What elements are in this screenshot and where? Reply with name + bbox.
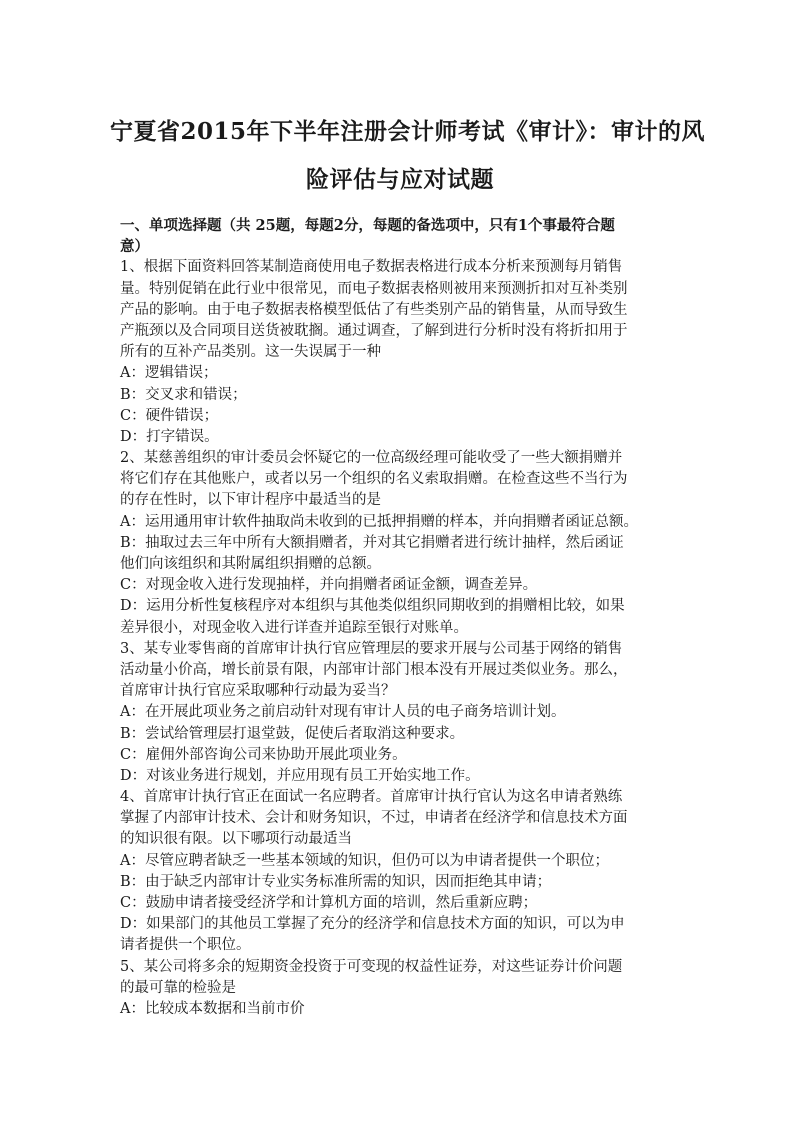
question-2-option-a: A：运用通用审计软件抽取尚未收到的已抵押捐赠的样本，并向捐赠者函证总额。 [120, 513, 638, 530]
question-4-option-b: B：由于缺乏内部审计专业实务标准所需的知识，因而拒绝其申请； [120, 873, 552, 890]
question-4-line: 的知识很有限。以下哪项行动最适当 [120, 831, 352, 848]
question-4-line: 4、首席审计执行官正在面试一名应聘者。首席审计执行官认为这名申请者熟练 [120, 789, 623, 806]
document-body [120, 215, 690, 1020]
question-1-option-c: C：硬件错误； [120, 407, 219, 424]
question-3-option-a: A：在开展此项业务之前启动针对现有审计人员的电子商务培训计划。 [120, 704, 566, 721]
question-3-line: 活动量小价高，增长前景有限，内部审计部门根本没有开展过类似业务。那么， [120, 661, 628, 678]
question-2-line: 的存在性时，以下审计程序中最适当的是 [120, 492, 381, 509]
question-4-option-d: D：如果部门的其他员工掌握了充分的经济学和信息技术方面的知识，可以为申 [120, 916, 625, 933]
question-4-option-d: 请者提供一个职位。 [120, 937, 251, 954]
question-1-line: 产品的影响。由于电子数据表格模型低估了有些类别产品的销售量，从而导致生 [120, 301, 628, 318]
question-3-option-d: D：对该业务进行规划，并应用现有员工开始实地工作。 [120, 767, 480, 784]
question-3-line: 3、某专业零售商的首席审计执行官应管理层的要求开展与公司基于网络的销售 [120, 640, 623, 657]
question-2-line: 将它们存在其他账户，或者以另一个组织的名义索取捐赠。在检查这些不当行为 [120, 471, 628, 488]
document-title-line-2: 险评估与应对试题 [306, 166, 494, 193]
question-4-line: 掌握了内部审计技术、会计和财务知识，不过，申请者在经济学和信息技术方面 [120, 810, 628, 827]
question-1-option-a: A：逻辑错误； [120, 365, 218, 382]
question-1-line: 所有的互补产品类别。这一失误属于一种 [120, 344, 381, 361]
question-2-line: 2、某慈善组织的审计委员会怀疑它的一位高级经理可能收受了一些大额捐赠并 [120, 450, 623, 467]
question-5-option-a: A：比较成本数据和当前市价 [120, 1000, 305, 1017]
question-2-option-c: C：对现金收入进行发现抽样，并向捐赠者函证金额，调查差异。 [120, 577, 538, 594]
document-title-line-1: 宁夏省2015年下半年注册会计师考试《审计》：审计的风 [110, 118, 706, 145]
question-2-option-d: D：运用分析性复核程序对本组织与其他类似组织同期收到的捐赠相比较，如果 [120, 598, 625, 615]
question-2-option-b: B：抽取过去三年中所有大额捐赠者，并对其它捐赠者进行统计抽样，然后函证 [120, 534, 624, 551]
question-5-line: 的最可靠的检验是 [120, 979, 236, 996]
question-4-option-a: A：尽管应聘者缺乏一些基本领域的知识，但仍可以为申请者提供一个职位； [120, 852, 609, 869]
question-3-option-b: B：尝试给管理层打退堂鼓，促使后者取消这种要求。 [120, 725, 465, 742]
question-3-line: 首席审计执行官应采取哪种行动最为妥当？ [120, 683, 396, 700]
question-2-option-d: 差异很小，对现金收入进行详查并追踪至银行对账单。 [120, 619, 468, 636]
question-1-option-b: B：交叉求和错误； [120, 386, 247, 403]
section-heading-line: 一、单项选择题（共 25题，每题2分，每题的备选项中，只有1个事最符合题 [120, 217, 615, 234]
question-5-line: 5、某公司将多余的短期资金投资于可变现的权益性证券，对这些证券计价问题 [120, 958, 623, 975]
question-1-option-d: D：打字错误。 [120, 428, 219, 445]
question-1-line: 量。特别促销在此行业中很常见，而电子数据表格则被用来预测折扣对互补类别 [120, 280, 628, 297]
question-2-option-b: 他们向该组织和其附属组织捐赠的总额。 [120, 556, 381, 572]
question-1-line: 1、根据下面资料回答某制造商使用电子数据表格进行成本分析来预测每月销售 [120, 259, 623, 276]
question-1-line: 产瓶颈以及合同项目送货被耽搁。通过调查，了解到进行分析时没有将折扣用于 [120, 322, 628, 339]
question-4-option-c: C：鼓励申请者接受经济学和计算机方面的培训，然后重新应聘； [120, 895, 538, 911]
section-heading-line: 意） [120, 238, 149, 256]
question-3-option-c: C：雇佣外部咨询公司来协助开展此项业务。 [120, 746, 407, 763]
